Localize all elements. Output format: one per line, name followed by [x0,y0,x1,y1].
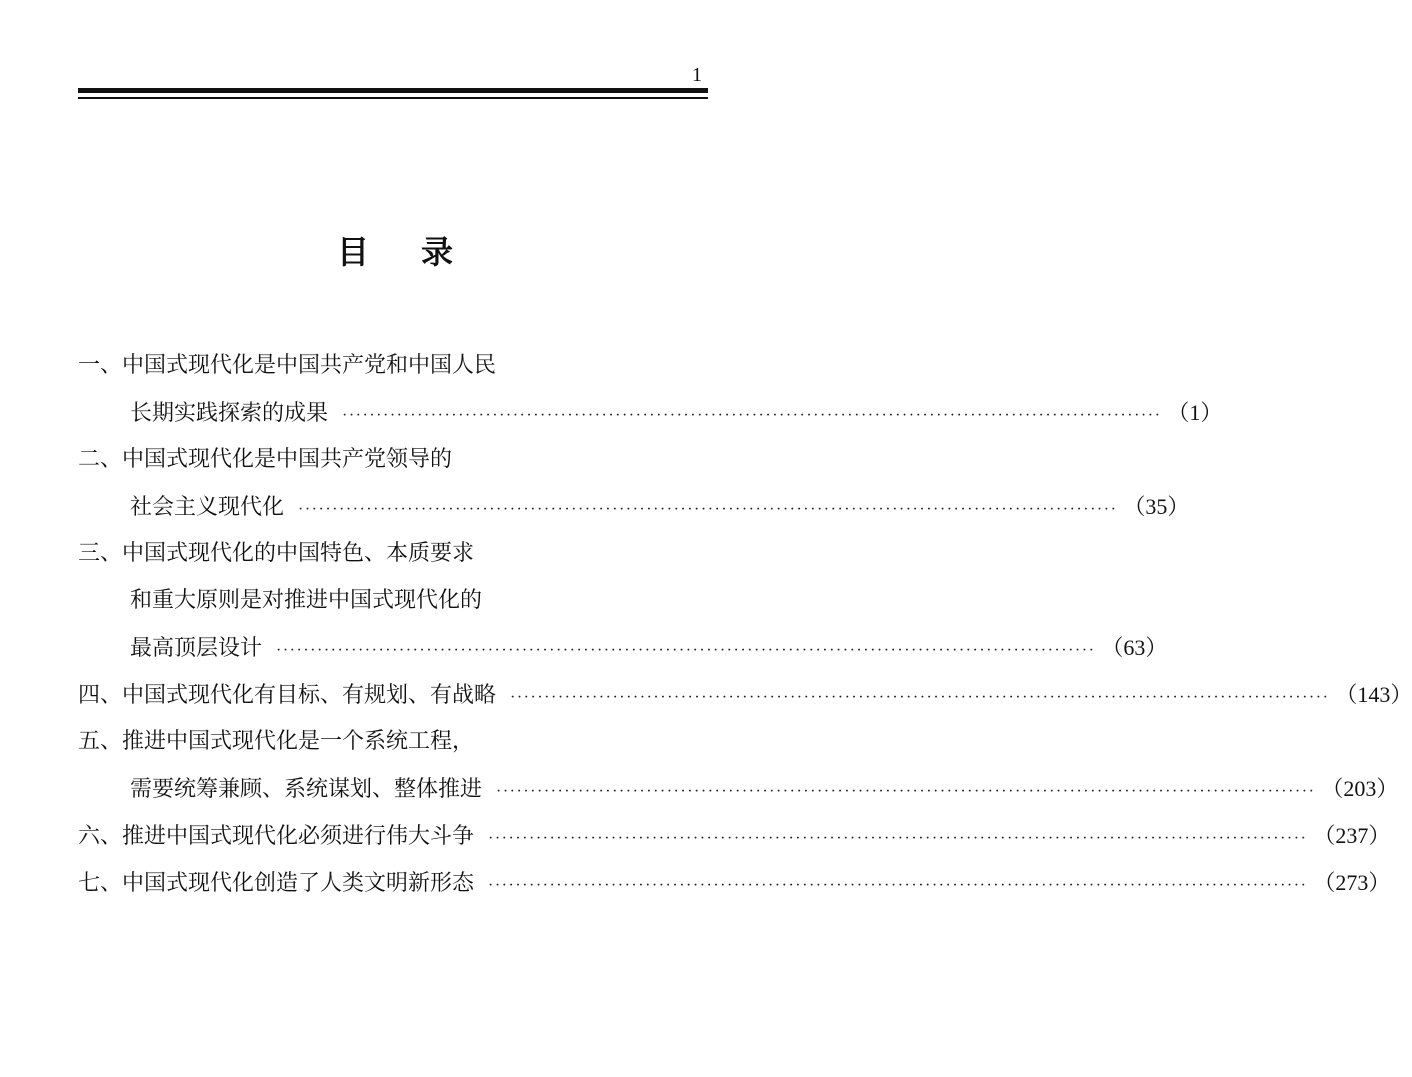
table-of-contents [78,346,1412,910]
toc-entry-page-number: （1） [1167,400,1223,425]
header-rule-thin [78,97,708,99]
toc-entry-text: 四、中国式现代化有目标、有规划、有战略 [78,683,497,708]
toc-leader-dots: ························································································································ [276,642,1096,659]
toc-entry-text: 和重大原则是对推进中国式现代化的 [130,588,483,613]
toc-leader-dots: ························································································································ [496,783,1316,800]
toc-leader-dots: ························································································································ [488,877,1308,894]
toc-entry[interactable] [78,346,1223,440]
toc-entry-heading-line [78,816,1391,863]
toc-entry-page-number: （35） [1123,494,1190,519]
toc-entry[interactable] [78,722,1399,816]
toc-entry[interactable] [78,675,1412,722]
toc-entry-text: 二、中国式现代化是中国共产党领导的 [78,447,453,472]
toc-entry-page-number: （273） [1313,870,1391,895]
toc-leader-dots: ························································································································ [298,501,1118,518]
toc-entry[interactable] [78,534,1168,675]
toc-entry-heading-line [78,534,710,581]
toc-entry-heading-line [78,440,710,487]
toc-entry-page-number: （203） [1321,776,1399,801]
toc-entry-text: 五、推进中国式现代化是一个系统工程， [78,729,475,754]
toc-entry-heading-line [78,722,710,769]
toc-entry-continuation-line [78,581,710,628]
toc-entry-text: 需要统筹兼顾、系统谋划、整体推进 [130,777,483,802]
header-rule-thick [78,88,708,93]
page-number: 1 [692,64,702,86]
toc-entry[interactable] [78,816,1391,863]
toc-entry-page-number: （63） [1101,635,1168,660]
toc-entry-continuation-line [78,628,1168,675]
toc-entry-text: 六、推进中国式现代化必须进行伟大斗争 [78,824,475,849]
toc-entry-text: 一、中国式现代化是中国共产党和中国人民 [78,353,497,378]
toc-entry-text: 长期实践探索的成果 [130,401,329,426]
toc-entry-heading-line [78,863,1391,910]
toc-entry-heading-line [78,675,1412,722]
toc-entry-continuation-line [78,769,1399,816]
toc-leader-dots: ························································································································ [342,407,1162,424]
toc-leader-dots: ························································································································ [488,830,1308,847]
toc-entry[interactable] [78,440,1190,534]
toc-entry-text: 最高顶层设计 [130,636,263,661]
toc-entry-text: 社会主义现代化 [130,495,285,520]
toc-title: 目录 [336,233,505,271]
toc-entry-page-number: （143） [1335,682,1412,707]
toc-entry-heading-line [78,346,710,393]
toc-entry-text: 三、中国式现代化的中国特色、本质要求 [78,541,475,566]
toc-entry-continuation-line [78,487,1190,534]
toc-entry-page-number: （237） [1313,823,1391,848]
toc-entry-continuation-line [78,393,1223,440]
toc-entry[interactable] [78,863,1391,910]
toc-leader-dots: ························································································································ [510,689,1330,706]
toc-entry-text: 七、中国式现代化创造了人类文明新形态 [78,871,475,896]
